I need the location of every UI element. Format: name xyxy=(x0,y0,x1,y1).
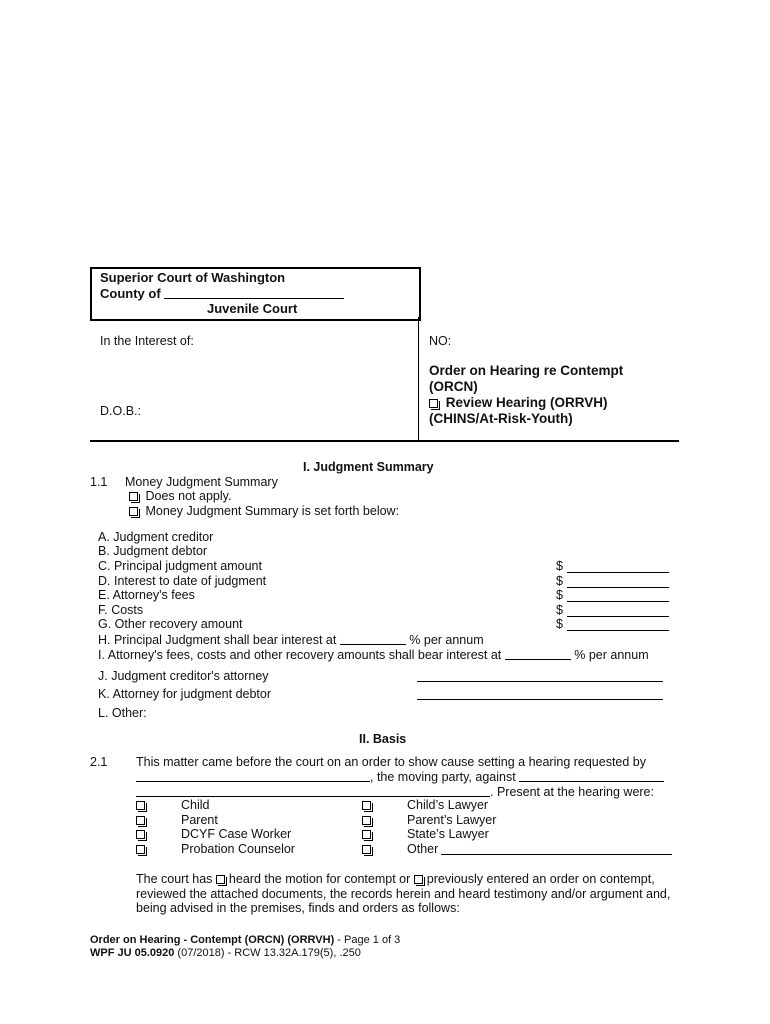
present-child: Child xyxy=(136,798,149,812)
juvenile-court-label: Juvenile Court xyxy=(207,301,298,316)
case-number-label: NO: xyxy=(429,334,452,348)
section-1-1-number: 1.1 xyxy=(90,475,108,489)
present-caseworker: DCYF Case Worker xyxy=(136,827,149,841)
findings-line-2: reviewed the attached documents, the records herein and heard testimony and/or argument and, xyxy=(136,887,671,901)
footer-title-line: Order on Hearing - Contempt (ORCN) (ORRVH) - Page 1 of 3 xyxy=(90,934,401,946)
principal-interest-line: H. Principal Judgment shall bear interest at % per annum xyxy=(98,633,484,647)
present-child-checkbox[interactable] xyxy=(136,801,145,810)
dollar-sign: $ xyxy=(556,617,563,631)
principal-interest-rate-field[interactable] xyxy=(340,632,406,645)
review-hearing-checkbox[interactable] xyxy=(429,399,438,408)
respondent-field[interactable] xyxy=(519,769,664,782)
caption-bottom-rule xyxy=(90,440,679,442)
creditor-attorney-field[interactable] xyxy=(417,681,663,682)
present-state-lawyer-checkbox[interactable] xyxy=(362,830,371,839)
does-not-apply-option: Does not apply. xyxy=(129,489,231,503)
debtor-attorney-field[interactable] xyxy=(417,699,663,700)
principal-amount-field[interactable] xyxy=(567,572,669,573)
attorney-fees-label: E. Attorney's fees xyxy=(98,588,195,602)
previously-entered-checkbox[interactable] xyxy=(414,875,423,884)
county-label: County of xyxy=(100,286,344,301)
present-other: Other xyxy=(362,842,375,856)
respondent-field-continued[interactable] xyxy=(136,784,490,797)
costs-field[interactable] xyxy=(567,616,669,617)
dollar-sign: $ xyxy=(556,559,563,573)
interest-of-label: In the Interest of: xyxy=(100,334,194,348)
section-2-heading: II. Basis xyxy=(359,732,407,746)
basis-line-3: . Present at the hearing were: xyxy=(136,784,654,799)
document-code: (ORCN) xyxy=(429,379,478,394)
present-other-checkbox[interactable] xyxy=(362,845,371,854)
document-title: Order on Hearing re Contempt xyxy=(429,363,624,378)
principal-amount-label: C. Principal judgment amount xyxy=(98,559,262,573)
present-other-field[interactable] xyxy=(441,842,672,855)
present-caseworker-checkbox[interactable] xyxy=(136,830,145,839)
caption-divider xyxy=(418,317,419,441)
attorney-fees-field[interactable] xyxy=(567,601,669,602)
creditor-attorney-label: J. Judgment creditor's attorney xyxy=(98,669,269,683)
judgment-debtor-label: B. Judgment debtor xyxy=(98,544,208,558)
dollar-sign: $ xyxy=(556,603,563,617)
present-probation: Probation Counselor xyxy=(136,842,149,856)
present-parent-lawyer-checkbox[interactable] xyxy=(362,816,371,825)
section-2-1-number: 2.1 xyxy=(90,755,108,769)
interest-to-date-label: D. Interest to date of judgment xyxy=(98,574,267,588)
interest-amount-field[interactable] xyxy=(567,587,669,588)
summary-set-forth-option: Money Judgment Summary is set forth below: xyxy=(129,504,399,518)
present-parent-checkbox[interactable] xyxy=(136,816,145,825)
other-recovery-label: G. Other recovery amount xyxy=(98,617,243,631)
costs-label: F. Costs xyxy=(98,603,144,617)
present-child-lawyer: Child’s Lawyer xyxy=(362,798,375,812)
dollar-sign: $ xyxy=(556,588,563,602)
other-label: L. Other: xyxy=(98,706,147,720)
basis-line-2: , the moving party, against xyxy=(136,769,664,784)
footer-form-line: WPF JU 05.0920 (07/2018) - RCW 13.32A.179(5), .250 xyxy=(90,947,361,959)
findings-line-1: The court has heard the motion for contempt or previously entered an order on contempt, xyxy=(136,872,655,886)
dollar-sign: $ xyxy=(556,574,563,588)
present-probation-checkbox[interactable] xyxy=(136,845,145,854)
court-name: Superior Court of Washington xyxy=(100,270,286,285)
present-state-lawyer: State’s Lawyer xyxy=(362,827,375,841)
dob-label: D.O.B.: xyxy=(100,404,141,418)
summary-set-forth-checkbox[interactable] xyxy=(129,507,138,516)
judgment-creditor-label: A. Judgment creditor xyxy=(98,530,214,544)
does-not-apply-checkbox[interactable] xyxy=(129,492,138,501)
debtor-attorney-label: K. Attorney for judgment debtor xyxy=(98,687,272,701)
money-judgment-title: Money Judgment Summary xyxy=(125,475,278,489)
review-hearing-option: Review Hearing (ORRVH) xyxy=(429,395,608,410)
document-subtitle: (CHINS/At-Risk-Youth) xyxy=(429,411,573,426)
section-1-heading: I. Judgment Summary xyxy=(303,460,434,474)
fees-interest-line: I. Attorney's fees, costs and other recovery amounts shall bear interest at % per annum xyxy=(98,648,649,662)
findings-line-3: being advised in the premises, finds and orders as follows: xyxy=(136,901,460,915)
present-parent-lawyer: Parent’s Lawyer xyxy=(362,813,375,827)
requesting-party-field[interactable] xyxy=(136,769,370,782)
heard-motion-checkbox[interactable] xyxy=(216,875,225,884)
basis-line-1: This matter came before the court on an order to show cause setting a hearing requested by xyxy=(136,755,647,769)
county-field[interactable] xyxy=(164,286,344,299)
present-child-lawyer-checkbox[interactable] xyxy=(362,801,371,810)
other-recovery-field[interactable] xyxy=(567,630,669,631)
fees-interest-rate-field[interactable] xyxy=(505,647,571,660)
present-parent: Parent xyxy=(136,813,149,827)
